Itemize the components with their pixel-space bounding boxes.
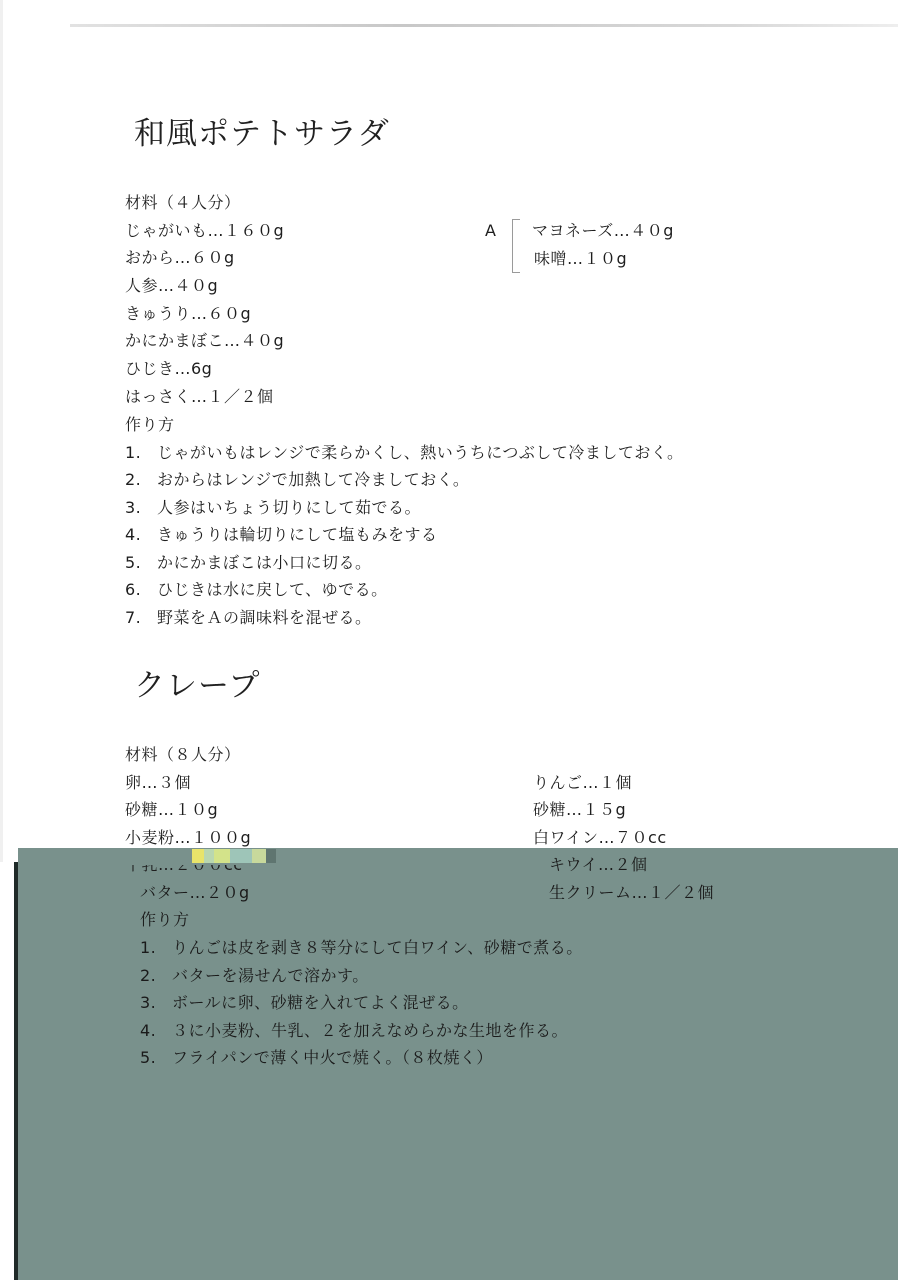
step-number: 1. bbox=[140, 938, 157, 957]
salad-servings: 材料（４人分） bbox=[125, 193, 241, 212]
scan-artifact bbox=[192, 849, 284, 863]
list-item: おから…６０g bbox=[125, 248, 235, 267]
salad-method-heading: 作り方 bbox=[125, 415, 175, 434]
list-item: はっさく…１／２個 bbox=[125, 387, 274, 406]
list-item: バター…２０g bbox=[140, 883, 250, 902]
step-text: ボールに卵、砂糖を入れてよく混ぜる。 bbox=[172, 993, 469, 1012]
step-text: 野菜をＡの調味料を混ぜる。 bbox=[157, 608, 372, 627]
step-number: 4. bbox=[125, 525, 142, 544]
list-item: きゅうり…６０g bbox=[125, 304, 252, 323]
scan-left-edge bbox=[0, 0, 3, 862]
step-number: 2. bbox=[125, 470, 142, 489]
sauce-bracket bbox=[512, 219, 520, 273]
step-number: 7. bbox=[125, 608, 142, 627]
sauce-label: A bbox=[485, 221, 497, 240]
step-text: 人参はいちょう切りにして茹でる。 bbox=[157, 498, 422, 517]
step-number: 4. bbox=[140, 1021, 157, 1040]
step-text: きゅうりは輪切りにして塩もみをする bbox=[157, 525, 438, 544]
list-item: 白ワイン…７０cc bbox=[533, 828, 667, 847]
scan-top-edge bbox=[70, 24, 898, 27]
step-text: フライパンで薄く中火で焼く。（８枚焼く） bbox=[172, 1048, 493, 1067]
step-number: 5. bbox=[140, 1048, 157, 1067]
salad-title: 和風ポテトサラダ bbox=[134, 116, 390, 152]
step-text: おからはレンジで加熱して冷ましておく。 bbox=[157, 470, 470, 489]
list-item: 生クリーム…１／２個 bbox=[549, 883, 715, 902]
step-number: 3. bbox=[125, 498, 142, 517]
crepe-servings: 材料（８人分） bbox=[125, 745, 241, 764]
list-item: キウイ…２個 bbox=[549, 855, 648, 874]
step-text: ひじきは水に戻して、ゆでる。 bbox=[157, 580, 388, 599]
list-item: 砂糖…１０g bbox=[125, 800, 219, 819]
step-text: りんごは皮を剥き８等分にして白ワイン、砂糖で煮る。 bbox=[172, 938, 583, 957]
step-text: かにかまぼこは小口に切る。 bbox=[157, 553, 372, 572]
list-item: 砂糖…１５g bbox=[533, 800, 627, 819]
list-item: 人参…４０g bbox=[125, 276, 219, 295]
overlay-left-border bbox=[14, 862, 18, 1280]
sauce-item: マヨネーズ…４０g bbox=[532, 221, 674, 240]
overlay-left-gap bbox=[0, 862, 14, 1280]
list-item: りんご…１個 bbox=[533, 773, 633, 792]
step-text: じゃがいもはレンジで柔らかくし、熱いうちにつぶして冷ましておく。 bbox=[157, 443, 684, 462]
list-item: 卵…３個 bbox=[125, 773, 192, 792]
step-number: 3. bbox=[140, 993, 157, 1012]
step-number: 1. bbox=[125, 443, 142, 462]
crepe-title: クレープ bbox=[134, 668, 261, 704]
list-item: かにかまぼこ…４０g bbox=[125, 331, 285, 350]
list-item: 小麦粉…１００g bbox=[125, 828, 252, 847]
list-item: じゃがいも…１６０g bbox=[125, 221, 285, 240]
crepe-method-heading: 作り方 bbox=[140, 910, 190, 929]
step-text: バターを湯せんで溶かす。 bbox=[172, 966, 369, 985]
sauce-item: 味噌…１０g bbox=[534, 249, 628, 268]
step-text: ３に小麦粉、牛乳、２を加えなめらかな生地を作る。 bbox=[172, 1021, 569, 1040]
list-item: ひじき…6g bbox=[125, 359, 213, 378]
step-number: 6. bbox=[125, 580, 142, 599]
step-number: 2. bbox=[140, 966, 157, 985]
step-number: 5. bbox=[125, 553, 142, 572]
